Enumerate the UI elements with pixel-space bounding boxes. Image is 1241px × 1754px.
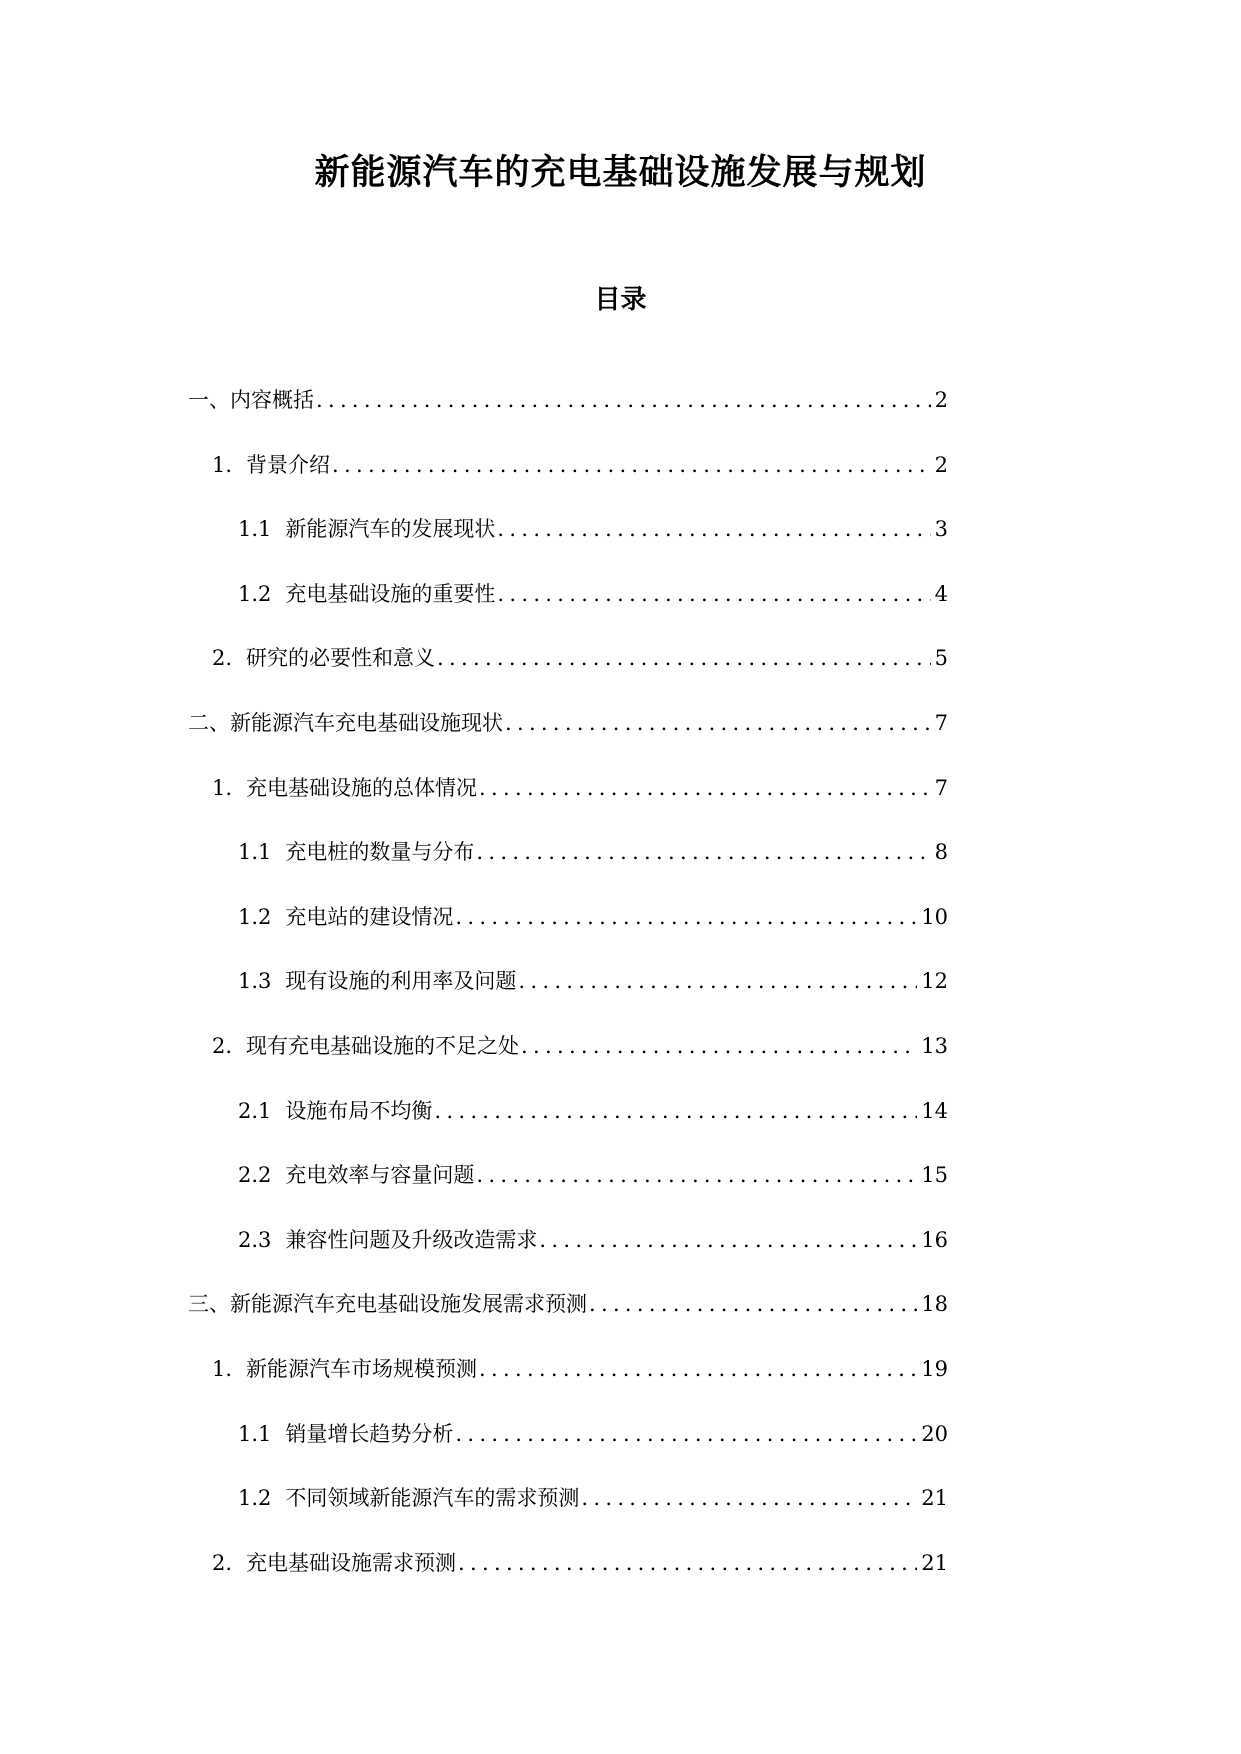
toc-entry-title: 新能源汽车市场规模预测 xyxy=(246,1357,478,1381)
toc-entry[interactable] xyxy=(238,578,948,610)
toc-entry[interactable] xyxy=(188,1288,948,1320)
toc-entry-page: 10 xyxy=(921,904,948,929)
toc-dot-leader xyxy=(589,1288,917,1320)
toc-entry-number: 三、 xyxy=(188,1292,230,1317)
toc-dot-leader xyxy=(479,772,931,804)
toc-entry-page: 7 xyxy=(934,775,948,800)
toc-dot-leader xyxy=(332,449,931,481)
toc-entry-number: 1.2 xyxy=(238,1486,272,1511)
toc-entry-number: 2.1 xyxy=(238,1098,272,1123)
toc-entry[interactable] xyxy=(238,513,948,545)
toc-entry-title: 充电基础设施的重要性 xyxy=(285,581,496,606)
toc-entry-page: 4 xyxy=(934,581,948,606)
toc-dot-leader xyxy=(455,901,917,933)
toc-entry-number: 2. xyxy=(212,1034,233,1058)
toc-entry[interactable] xyxy=(238,1482,948,1514)
toc-entry-title: 不同领域新能源汽车的需求预测 xyxy=(285,1486,580,1511)
toc-entry[interactable] xyxy=(188,707,948,739)
toc-entry-number: 二、 xyxy=(188,711,230,735)
toc-entry[interactable] xyxy=(238,1224,948,1256)
toc-entry-page: 8 xyxy=(934,840,948,865)
toc-entry-page: 19 xyxy=(921,1357,948,1381)
toc-entry[interactable] xyxy=(212,642,948,674)
toc-entry-number: 1.1 xyxy=(238,1421,272,1446)
toc-entry-title: 充电基础设施需求预测 xyxy=(246,1550,457,1575)
toc-entry[interactable] xyxy=(238,836,948,868)
toc-entry-title: 现有设施的利用率及问题 xyxy=(285,969,517,994)
toc-entry-title: 充电站的建设情况 xyxy=(285,904,454,929)
document-title: 新能源汽车的充电基础设施发展与规划 xyxy=(314,152,927,193)
toc-dot-leader xyxy=(476,1159,917,1191)
toc-entry-number: 2. xyxy=(212,646,233,671)
toc-dot-leader xyxy=(497,578,930,610)
toc-dot-leader xyxy=(497,513,930,545)
toc-entry-page: 18 xyxy=(921,1292,948,1317)
toc-entry-page: 14 xyxy=(921,1098,948,1123)
toc-entry-number: 1.3 xyxy=(238,969,272,994)
toc-entry-number: 2. xyxy=(212,1550,233,1575)
toc-dot-leader xyxy=(437,642,931,674)
toc-entry-page: 5 xyxy=(934,646,948,671)
toc-entry-page: 21 xyxy=(921,1486,948,1511)
toc-entry-title: 充电基础设施的总体情况 xyxy=(246,775,478,800)
toc-entry-title: 新能源汽车充电基础设施发展需求预测 xyxy=(230,1292,587,1317)
toc-entry-title: 充电效率与容量问题 xyxy=(285,1163,475,1188)
toc-entry-page: 2 xyxy=(934,388,948,412)
toc-dot-leader xyxy=(518,965,917,997)
toc-entry[interactable] xyxy=(188,384,948,416)
toc-entry[interactable] xyxy=(238,965,948,997)
toc-entry[interactable] xyxy=(212,449,948,481)
toc-entry-page: 20 xyxy=(921,1421,948,1446)
toc-entry-page: 7 xyxy=(934,711,948,735)
toc-entry-number: 1.1 xyxy=(238,840,272,865)
toc-dot-leader xyxy=(434,1095,917,1127)
toc-entry-title: 销量增长趋势分析 xyxy=(285,1421,454,1446)
toc-dot-leader xyxy=(476,836,930,868)
toc-entry-title: 设施布局不均衡 xyxy=(285,1098,433,1123)
toc-entry-title: 研究的必要性和意义 xyxy=(246,646,436,671)
toc-entry-page: 13 xyxy=(921,1034,948,1058)
toc-entry[interactable] xyxy=(212,772,948,804)
toc-entry-page: 3 xyxy=(934,517,948,542)
toc-entry-number: 1. xyxy=(212,452,233,477)
toc-entry-page: 16 xyxy=(921,1227,948,1252)
toc-entry[interactable] xyxy=(238,1159,948,1191)
toc-entry-page: 15 xyxy=(921,1163,948,1188)
toc-entry[interactable] xyxy=(238,901,948,933)
toc-entry-page: 12 xyxy=(921,969,948,994)
toc-entry-title: 充电桩的数量与分布 xyxy=(285,840,475,865)
toc-entry-title: 新能源汽车的发展现状 xyxy=(285,517,496,542)
toc-entry-number: 1. xyxy=(212,1357,233,1381)
toc-entry-number: 一、 xyxy=(188,388,230,412)
toc-dot-leader xyxy=(455,1418,917,1450)
toc-heading: 目录 xyxy=(594,285,647,315)
toc-entry-number: 2.2 xyxy=(238,1163,272,1188)
toc-entry[interactable] xyxy=(212,1030,948,1062)
toc-dot-leader xyxy=(505,707,931,739)
toc-entry-number: 2.3 xyxy=(238,1227,272,1252)
toc-entry-page: 2 xyxy=(934,452,948,477)
toc-entry-title: 兼容性问题及升级改造需求 xyxy=(285,1227,538,1252)
toc-entry[interactable] xyxy=(212,1547,948,1579)
toc-entry-title: 背景介绍 xyxy=(246,452,331,477)
toc-entry-title: 内容概括 xyxy=(230,388,314,412)
toc-entry-number: 1.1 xyxy=(238,517,272,542)
toc-entry[interactable] xyxy=(238,1418,948,1450)
toc-entry-title: 现有充电基础设施的不足之处 xyxy=(246,1034,520,1058)
toc-dot-leader xyxy=(521,1030,917,1062)
toc-entry-page: 21 xyxy=(921,1550,948,1575)
toc-entry[interactable] xyxy=(212,1353,948,1385)
toc-dot-leader xyxy=(316,384,931,416)
toc-entry-number: 1. xyxy=(212,775,233,800)
toc-dot-leader xyxy=(479,1353,917,1385)
toc-entry-number: 1.2 xyxy=(238,904,272,929)
toc-dot-leader xyxy=(458,1547,917,1579)
toc-dot-leader xyxy=(581,1482,917,1514)
toc-dot-leader xyxy=(539,1224,917,1256)
toc-entry-title: 新能源汽车充电基础设施现状 xyxy=(230,711,503,735)
toc-entry[interactable] xyxy=(238,1095,948,1127)
toc-entry-number: 1.2 xyxy=(238,581,272,606)
